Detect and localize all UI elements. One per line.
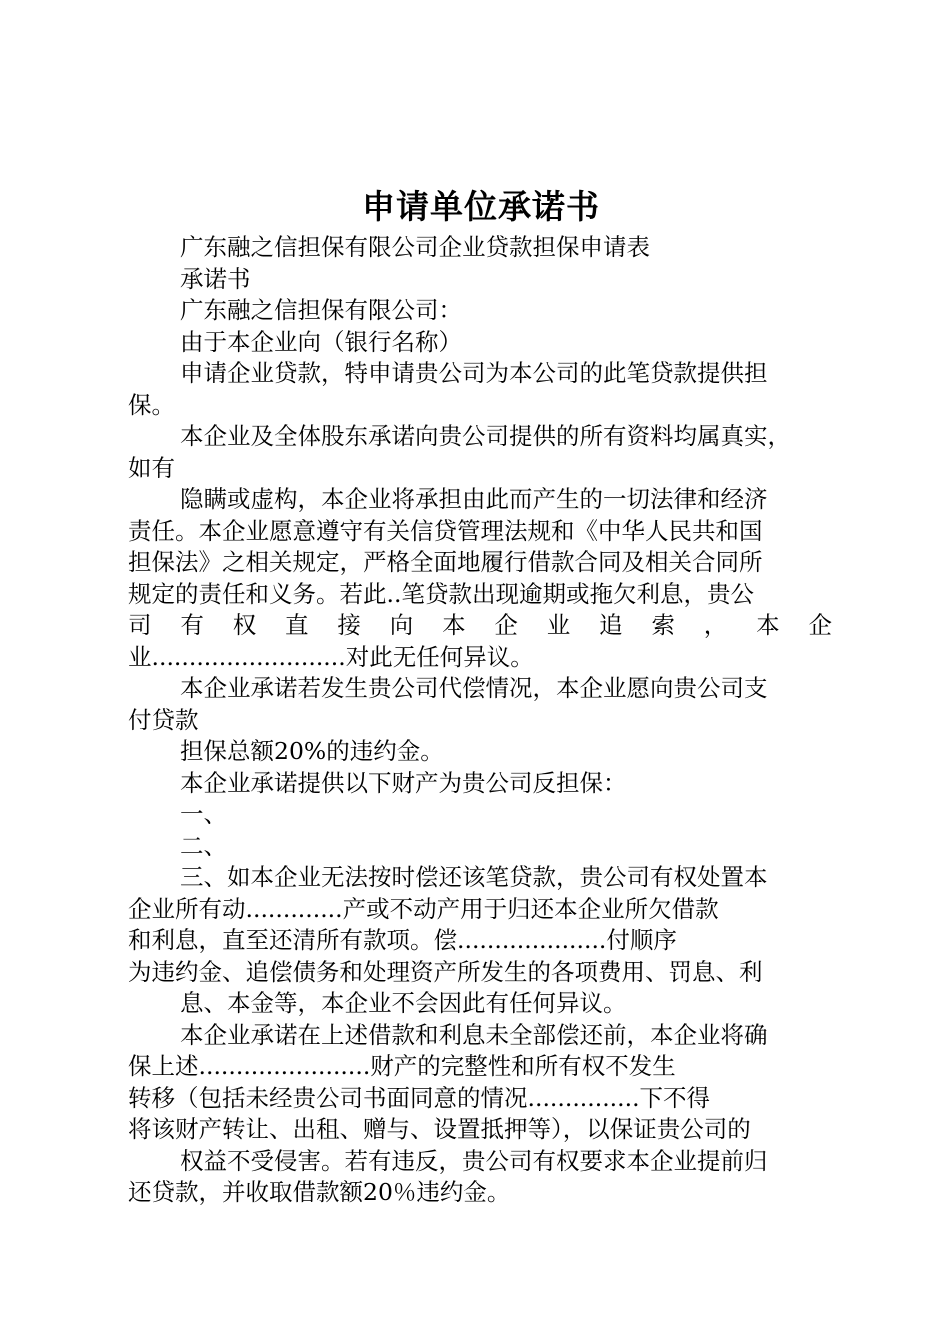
text-line: 规定的责任和义务。若此..笔贷款出现逾期或拖欠利息，贵公 [128, 579, 754, 608]
text-line: 企业所有动.............产或不动产用于归还本企业所欠借款 [128, 894, 719, 923]
text-line: 将该财产转让、出租、赠与、设置抵押等），以保证贵公司的 [128, 1115, 751, 1143]
text-line: 付贷款 [128, 705, 199, 734]
text-line: 和利息，直至还清所有款项。偿....................付顺序 [128, 926, 677, 954]
text-line: 责任。本企业愿意遵守有关信贷管理法规和《中华人民共和国 [128, 516, 763, 545]
text-line: 广东融之信担保有限公司： [180, 296, 462, 324]
text-line: 权益不受侵害。若有违反，贵公司有权要求本企业提前归 [180, 1146, 768, 1175]
text-line: 一、 [180, 800, 227, 828]
text-line: 由于本企业向（银行名称） [180, 327, 462, 356]
text-line: 隐瞒或虚构，本企业将承担由此而产生的一切法律和经济 [180, 485, 768, 513]
text-line: 担保总额20%的违约金。 [180, 737, 444, 765]
text-line: 如有 [128, 453, 175, 482]
document-title: 申请单位承诺书 [362, 187, 600, 226]
text-line: 广东融之信担保有限公司企业贷款担保申请表 [180, 233, 650, 261]
text-line: 本企业承诺提供以下财产为贵公司反担保： [180, 768, 627, 797]
text-line: 为违约金、追偿债务和处理资产所发生的各项费用、罚息、利 [128, 957, 763, 986]
text-line: 本企业承诺在上述借款和利息未全部偿还前，本企业将确 [180, 1020, 768, 1049]
text-line: 担保法》之相关规定，严格全面地履行借款合同及相关合同所 [128, 548, 763, 576]
text-line: 业..........................对此无任何异议。 [128, 642, 534, 671]
text-line: 本企业及全体股东承诺向贵公司提供的所有资料均属真实， [180, 422, 791, 450]
text-line: 承诺书 [180, 264, 251, 293]
document-body [128, 232, 832, 1209]
text-line: 三、如本企业无法按时偿还该笔贷款，贵公司有权处置本 [180, 863, 768, 891]
text-line: 息、本金等，本企业不会因此有任何异议。 [180, 989, 627, 1017]
text-line: 申请企业贷款，特申请贵公司为本公司的此笔贷款提供担 [180, 359, 768, 387]
text-line: 司 有 权 直 接 向 本 企 业 追 索 ， 本 企 [128, 611, 832, 639]
text-line: 二、 [180, 831, 227, 860]
text-line: 还贷款，并收取借款额20％违约金。 [128, 1178, 511, 1206]
text-line: 本企业承诺若发生贵公司代偿情况，本企业愿向贵公司支 [180, 674, 768, 702]
text-line: 保。 [128, 390, 175, 419]
text-line: 保上述.......................财产的完整性和所有权不发生 [128, 1052, 676, 1080]
text-line: 转移（包括未经贵公司书面同意的情况...............下不得 [128, 1083, 711, 1112]
